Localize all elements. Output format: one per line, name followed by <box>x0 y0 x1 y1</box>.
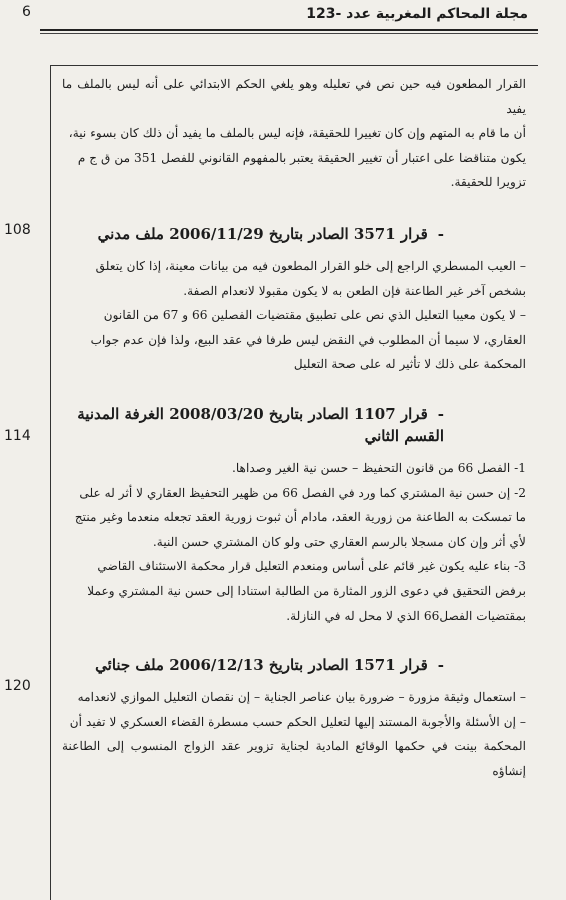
text-line: 1- الفصل 66 من قانون التحفيظ – حسن نية الغير وصداها. <box>231 460 526 475</box>
section-criminal-body <box>62 685 526 783</box>
text-line: – استعمال وثيقة مزورة – ضرورة بيان عناصر الجناية – إن نقصان التعليل الموازي لانعدامه <box>77 690 526 705</box>
margin-number-114: 114 <box>4 428 31 444</box>
section-civil-body <box>62 254 526 377</box>
text-line: – لا يكون معيبا التعليل الذي نص على تطبيق مقتضيات الفصلين 66 و 67 من القانون <box>103 308 526 323</box>
text-line: يكون متناقضا على اعتبار أن تغيير الحقيقة يعتبر بالمفهوم القانوني للفصل 351 من ق ج م <box>77 150 526 165</box>
margin-number-120: 120 <box>4 678 31 694</box>
section-heading-criminal: -قرار 1571 الصادر بتاريخ 2006/12/13 ملف جنائي <box>95 656 444 675</box>
intro-paragraph <box>62 72 526 195</box>
section-civil-chamber-body <box>62 456 526 628</box>
margin-number-108: 108 <box>4 222 31 238</box>
text-line: القرار المطعون فيه حين نص في تعليله وهو يلغي الحكم الابتدائي على أنه ليس بالملف ما يفيد <box>62 77 526 116</box>
text-line: – إن الأسئلة والأجوبة المستند إليها لتعليل الحكم حسب مسطرة القضاء العسكري لا تفيد أن <box>69 714 526 729</box>
text-line: بمقتضيات الفصل66 الذي لا محل له في النازلة. <box>286 608 526 623</box>
text-line: المحكمة على ذلك لا تأثير له على صحة التعليل <box>293 357 526 372</box>
journal-title: مجلة المحاكم المغربية عدد -123 <box>306 6 528 22</box>
frame-left-border <box>50 65 51 900</box>
text-line: المحكمة بينت في حكمها الوقائع المادية لجناية تزوير عقد الزواج المنسوب إلى الطاعنة إنشاؤه <box>62 739 526 778</box>
section-heading-civil-chamber: -قرار 1107 الصادر بتاريخ 2008/03/20 الغرفة المدنية القسم الثاني <box>77 404 444 445</box>
text-line: ما تمسكت به الطاعنة من زورية العقد، مادام أن ثبوت زورية العقد تجعله منعدما وغير منتج <box>74 510 526 525</box>
text-line: 2- إن حسن نية المشتري كما ورد في الفصل 66 من ظهير التحفيظ العقاري لا أثر له على <box>79 485 526 500</box>
section-heading-civil: -قرار 3571 الصادر بتاريخ 2006/11/29 ملف مدني <box>97 224 444 243</box>
text-line: تزويرا للحقيقة. <box>450 175 526 190</box>
header-rule <box>40 29 538 31</box>
text-line: بشخص آخر غير الطاعنة فإن الطعن به لا يكون مقبولا لانعدام الصفة. <box>183 283 526 298</box>
header-rule-thin <box>40 33 538 34</box>
heading-dash: - <box>437 224 444 243</box>
text-line: لأي أثر وإن كان مسجلا بالرسم العقاري حتى ولو كان المشتري حسن النية. <box>152 534 526 549</box>
frame-top-border <box>50 65 538 66</box>
text-line: – العيب المسطري الراجع إلى خلو القرار المطعون فيه من بيانات معينة، إذا كان يتعلق <box>95 258 526 273</box>
heading-dash: - <box>437 656 444 675</box>
text-line: برفض التحقيق في دعوى الزور المثارة من الطالبة استنادا إلى حسن نية المشتري وعملا <box>87 583 526 598</box>
document-body <box>62 72 526 783</box>
text-line: 3- بناء عليه يكون غير قائم على أساس ومنعدم التعليل قرار محكمة الاستئناف القاضي <box>97 559 526 574</box>
text-line: أن ما قام به المتهم وإن كان تغييرا للحقيقة، فإنه ليس بالملف ما يفيد أن ذلك كان بسوء نية، <box>68 126 526 141</box>
text-line: العقاري، لا سيما أن المطلوب في النقض ليس طرفا في عقد البيع، ولذا فإن عدم جواب <box>90 332 526 347</box>
heading-dash: - <box>437 404 444 423</box>
page-number: 6 <box>22 4 31 20</box>
